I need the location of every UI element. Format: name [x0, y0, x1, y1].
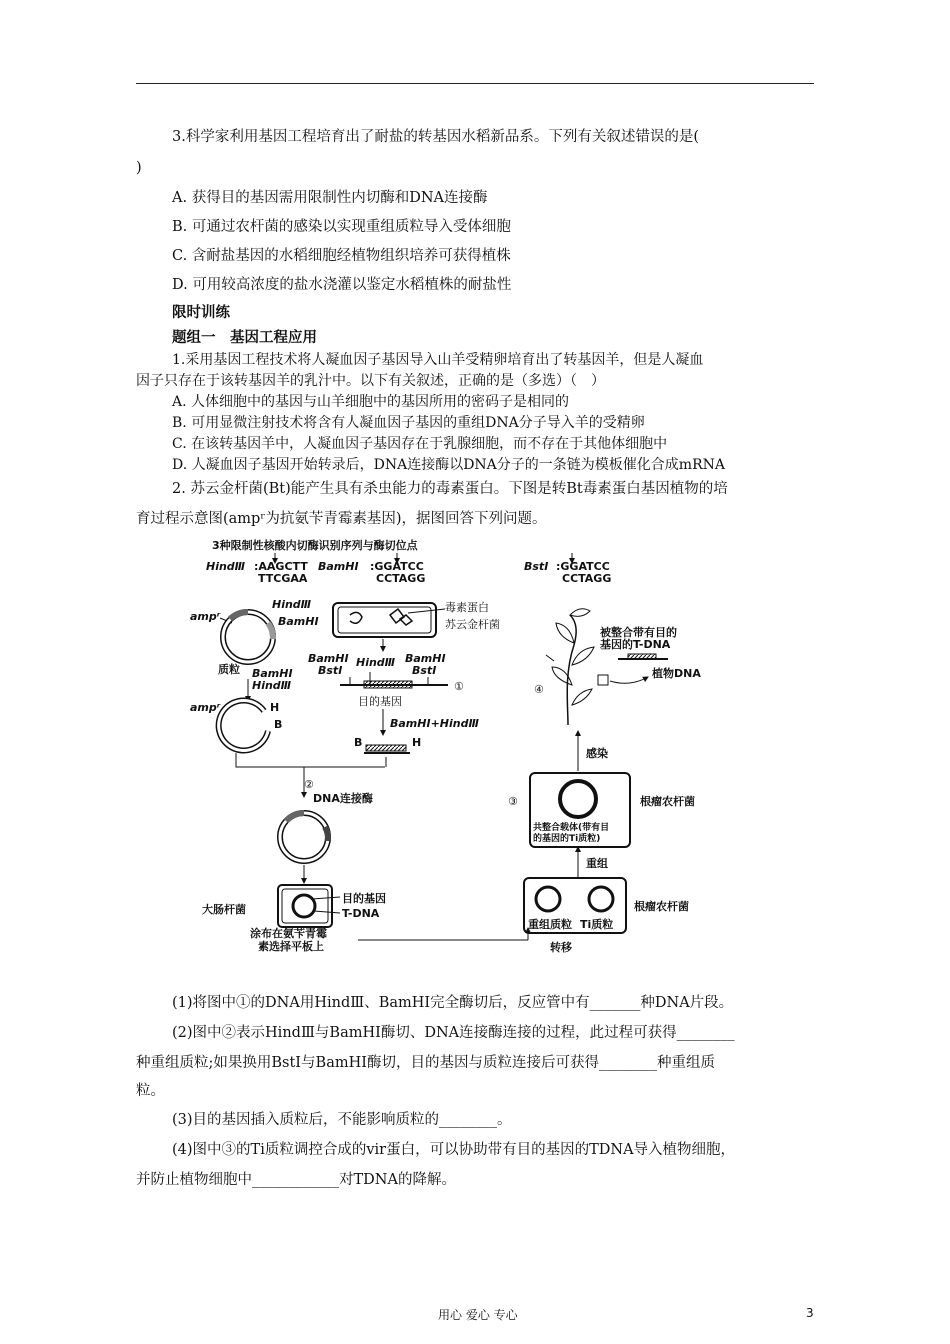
hind-seq1: :AAGCTT	[254, 560, 308, 573]
bt-label: 苏云金杆菌	[445, 618, 500, 631]
dna-bst-left: BstⅠ	[318, 664, 343, 677]
q3-option-b: B. 可通过农杆菌的感染以实现重组质粒导入受体细胞	[172, 219, 511, 235]
dna-bst-right: BstⅠ	[412, 664, 437, 677]
q2-sub2-end: 粒。	[136, 1083, 165, 1099]
q1-option-b: B. 可用显微注射技术将含有人凝血因子基因的重组DNA分子导入羊的受精卵	[172, 415, 645, 431]
frag-H: H	[412, 736, 422, 749]
agro-label-2: 根瘤农杆菌	[640, 795, 695, 808]
agro-label-1: 根瘤农杆菌	[634, 900, 689, 913]
ampr-label-2: ampʳ	[190, 701, 221, 714]
circle-4: ④	[534, 683, 544, 696]
enzymes-label: BamHⅠ+HindⅢ	[390, 717, 479, 730]
q3-option-c: C. 含耐盐基因的水稻细胞经植物组织培养可获得植株	[172, 248, 511, 264]
plasmid-hind-label: HindⅢ	[272, 598, 312, 611]
q1-option-d: D. 人凝血因子基因开始转录后，DNA连接酶以DNA分子的一条链为模板催化合成mRNA	[172, 457, 725, 473]
q2-stem: 2. 苏云金杆菌(Bt)能产生具有杀虫能力的毒素蛋白。下图是转Bt毒素蛋白基因植物的培	[172, 481, 728, 497]
bam-label: BamHⅠ	[318, 560, 359, 573]
transfer-label: 转移	[550, 941, 572, 954]
q2-sub4: (4)图中③的Ti质粒调控合成的vir蛋白，可以协助带有目的基因的TDNA导入植物细胞，	[172, 1142, 736, 1158]
cut-B: B	[274, 718, 283, 731]
circle-1: ①	[454, 680, 464, 693]
plasmid-label: 质粒	[218, 663, 240, 676]
circle-3: ③	[508, 795, 518, 808]
q2-sub1: (1)将图中①的DNA用HindⅢ、BamHⅠ完全酶切后，反应管中有_______种DNA片段。	[172, 995, 734, 1011]
cut-H: H	[270, 701, 280, 714]
ti-plasmid-label: Ti质粒	[580, 918, 614, 931]
dna-hind: HindⅢ	[356, 656, 396, 669]
cut-bam-label: BamHⅠ	[252, 667, 293, 680]
q1-stem-cont: 因子只存在于该转基因羊的乳汁中。以下有关叙述，正确的是（多选）（ ）	[136, 373, 605, 389]
ecoli-tdna: T-DNA	[342, 907, 380, 920]
q3-stem-cont: )	[136, 160, 142, 176]
header-rule	[136, 83, 814, 84]
cointegrate-label-2: 的基因的Ti质粒)	[533, 834, 601, 844]
plate-label-1: 涂布在氨苄青霉	[250, 927, 327, 940]
cointegrate-label-1: 共整合载体(带有目	[533, 823, 610, 833]
toxin-label: 毒素蛋白	[445, 601, 489, 614]
recombine-label: 重组	[586, 857, 608, 870]
q2-sub2: (2)图中②表示HindⅢ与BamHⅠ酶切、DNA连接酶连接的过程，此过程可获得________	[172, 1025, 735, 1041]
ecoli-target-gene: 目的基因	[342, 892, 386, 905]
q2-sub4-cont: 并防止植物细胞中____________对TDNA的降解。	[136, 1172, 456, 1188]
plate-label-2: 素选择平板上	[258, 940, 324, 953]
bst-seq2: CCTAGG	[562, 572, 612, 585]
section-title: 限时训练	[172, 305, 230, 321]
ampr-label: ampʳ	[190, 610, 221, 623]
integrated-label-2: 基因的T-DNA	[600, 638, 671, 651]
dna-bam-right: BamHⅠ	[405, 652, 446, 665]
infect-label: 感染	[586, 747, 608, 760]
q3-option-a: A. 获得目的基因需用限制性内切酶和DNA连接酶	[172, 190, 488, 206]
q1-option-c: C. 在该转基因羊中，人凝血因子基因存在于乳腺细胞，而不存在于其他体细胞中	[172, 436, 668, 452]
cut-hind-label: HindⅢ	[252, 679, 292, 692]
cointegrate-plasmid-icon	[560, 781, 596, 817]
q1-stem: 1.采用基因工程技术将人凝血因子基因导入山羊受精卵培育出了转基因羊，但是人凝血	[172, 352, 704, 368]
integrated-label-1: 被整合带有目的	[600, 626, 677, 639]
q1-option-a: A. 人体细胞中的基因与山羊细胞中的基因所用的密码子是相同的	[172, 394, 570, 410]
circle-2: ②	[304, 778, 314, 791]
q3-option-d: D. 可用较高浓度的盐水浇灌以鉴定水稻植株的耐盐性	[172, 277, 512, 293]
recomb-plasmid-label: 重组质粒	[528, 918, 572, 931]
diagram-header: 3种限制性核酸内切酶识别序列与酶切位点	[212, 539, 418, 552]
footer-motto: 用心 爱心 专心	[438, 1308, 518, 1322]
dna-bam-left: BamHⅠ	[308, 652, 349, 665]
bst-seq1: :GGATCC	[556, 560, 610, 573]
q2-sub3: (3)目的基因插入质粒后，不能影响质粒的________。	[172, 1112, 512, 1128]
q3-stem: 3.科学家利用基因工程培育出了耐盐的转基因水稻新品系。下列有关叙述错误的是(	[172, 129, 699, 145]
ecoli-label: 大肠杆菌	[202, 903, 246, 916]
page-number: 3	[806, 1306, 814, 1320]
bam-seq2: CCTAGG	[376, 572, 426, 585]
hind-label: HindⅢ	[206, 560, 246, 573]
plasmid-bam-label: BamHⅠ	[278, 615, 319, 628]
q2-stem-cont: 育过程示意图(ampʳ为抗氨苄青霉素基因)，据图回答下列问题。	[136, 511, 547, 527]
frag-B: B	[354, 736, 363, 749]
group-title: 题组一 基因工程应用	[172, 330, 317, 346]
target-gene-label: 目的基因	[358, 695, 402, 708]
bt-gene-transfer-diagram	[190, 535, 750, 960]
q2-sub2-cont: 种重组质粒;如果换用BstⅠ与BamHⅠ酶切，目的基因与质粒连接后可获得________种重组质	[136, 1055, 715, 1071]
bam-seq1: :GGATCC	[370, 560, 424, 573]
plant-dna-label: 植物DNA	[652, 667, 701, 680]
ligase-label: DNA连接酶	[313, 792, 373, 805]
hind-seq2: TTCGAA	[258, 572, 308, 585]
bst-label: BstⅠ	[524, 560, 549, 573]
